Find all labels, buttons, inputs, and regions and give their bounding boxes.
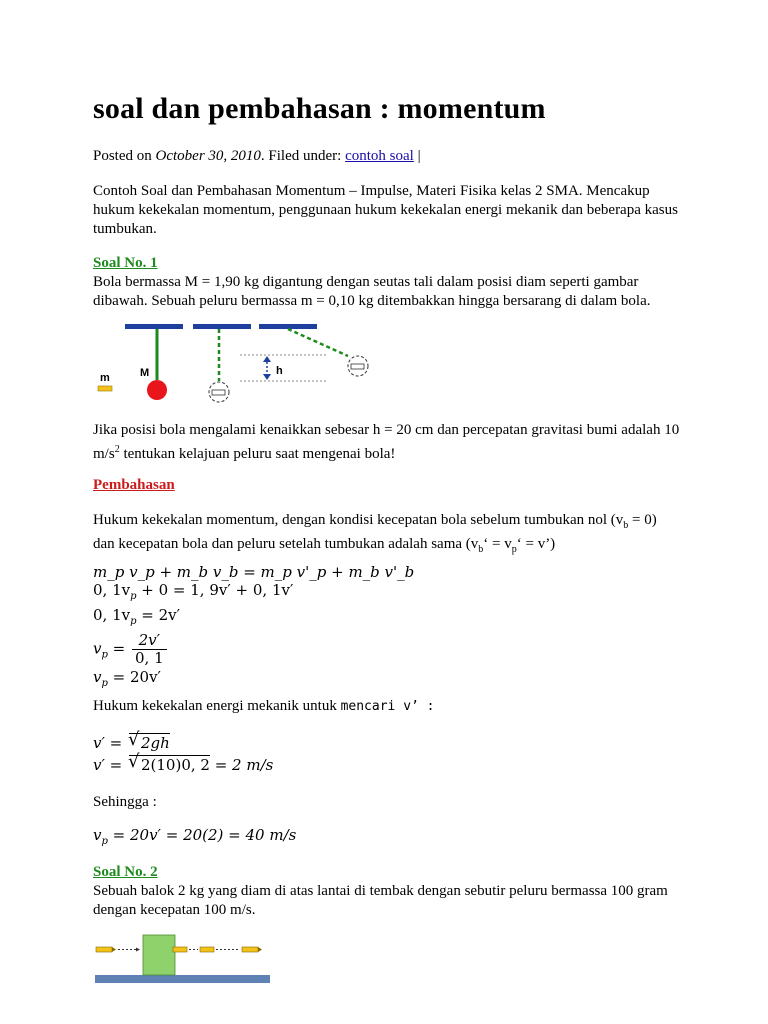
eq5-b: = 20v′ <box>107 668 161 686</box>
eq-line-2: 0, $1v_p + 0 = 1$, 9v′ + 0, 1v′ <box>93 581 294 602</box>
line2-end: ‘ = v’) <box>516 536 556 552</box>
eq-line-1: m_p v_p + m_b v_b = m_p v'_p + m_b v'_b <box>93 563 415 581</box>
explanation-line-2 <box>93 535 693 559</box>
ceiling-bar-2 <box>193 324 251 329</box>
fraction-den: 0, 1 <box>135 649 164 667</box>
soal2-text: Sebuah balok 2 kg yang diam di atas lantai di tembak dengan sebutir peluru bermassa 100 gram dengan kecepatan 100 m/s. <box>93 883 668 918</box>
bullet-2 <box>173 947 187 952</box>
ceiling-bar-3 <box>259 324 317 329</box>
bullet-3 <box>200 947 214 952</box>
pembahasan-heading <box>93 476 175 494</box>
line2-sub2: p <box>511 544 517 555</box>
energy-intro <box>93 697 693 716</box>
floor <box>95 975 270 983</box>
eq-line-5: $v_p = 20v'$ <box>93 668 161 689</box>
label-M: M <box>140 367 150 379</box>
eq2-a: 0, 1v <box>93 581 131 599</box>
eq5-a: v <box>93 668 102 686</box>
bullet-embedded-1 <box>212 390 225 395</box>
bullet-1 <box>96 947 112 952</box>
ceiling-bar-1 <box>125 324 183 329</box>
explanation-line-1 <box>93 511 693 535</box>
line1-sub: b <box>623 520 629 531</box>
energy-eq2-rhs: = 2 m/s <box>209 756 274 774</box>
final-b: = 20v′ = 20(2) = 40 m/s <box>107 826 297 844</box>
line2-sub1: b <box>478 544 484 555</box>
line1-end: = 0) <box>628 512 657 528</box>
final-equation: $v_p = 20v' = 20(2) = 40$ m/s <box>93 826 297 847</box>
fraction-num: 2v′ <box>132 632 167 650</box>
soal1-question <box>93 421 693 464</box>
bullet-4-tip <box>258 947 262 952</box>
line1-text: Hukum kekekalan momentum, dengan kondisi kecepatan bola sebelum tumbukan nol (v <box>93 512 624 528</box>
question-superscript: 2 <box>114 444 120 455</box>
block <box>143 935 175 975</box>
energy-eq-1 <box>93 733 273 752</box>
energy-eq-2 <box>93 755 273 774</box>
question-text: Jika posisi bola mengalami kenaikkan sebesar h = 20 cm dan percepatan gravitasi bumi adalah 10 m/s <box>93 422 680 462</box>
energy-eq2-lhs: v′ = <box>93 756 127 774</box>
sqrt-2gh: √ 2gh <box>129 733 170 752</box>
eq-line-4: $v_p$ = $\frac{2v'}{0, 1}$ <box>93 632 414 667</box>
momentum-equations <box>93 563 414 693</box>
line2-text: dan kecepatan bola dan peluru setelah tumbukan adalah sama (v <box>93 536 479 552</box>
label-m: m <box>100 372 110 384</box>
filed-under-label: . Filed under: <box>260 148 342 164</box>
energy-text-2: mencari v’ : <box>340 699 435 714</box>
meta-separator: | <box>413 148 421 164</box>
energy-eq1-lhs: v′ = <box>93 734 127 752</box>
intro-paragraph: Contoh Soal dan Pembahasan Momentum – Impulse, Materi Fisika kelas 2 SMA. Mencakup hukum kekekalan momentum, penggunaan hukum kekekalan energi mekanik dan beberapa kasus tumbukan. <box>93 183 678 237</box>
block-figure <box>90 928 275 988</box>
page-title: soal dan pembahasan : momentum <box>93 92 546 125</box>
fraction <box>132 632 167 667</box>
bullet-embedded-2 <box>351 364 364 369</box>
bullet-1-tip <box>112 947 116 952</box>
arrow-head <box>136 948 140 952</box>
eq3-a: 0, 1v <box>93 606 131 624</box>
eq4-lhs: v <box>93 639 102 658</box>
bullet-icon <box>98 386 112 391</box>
ball-M <box>147 380 167 400</box>
sehingga-label: Sehingga : <box>93 794 157 810</box>
energy-equations <box>93 733 273 774</box>
eq2-b: + 0 = 1, 9v′ + 0, 1v′ <box>136 581 294 599</box>
soal2-section <box>93 863 693 920</box>
final-a: v <box>93 826 102 844</box>
height-arrow-up <box>263 356 271 362</box>
soal1-heading: Soal No. 1 <box>93 255 158 271</box>
category-link[interactable]: contoh soal <box>345 148 414 164</box>
label-h: h <box>276 365 283 377</box>
question-text-end: tentukan kelajuan peluru saat mengenai bola! <box>119 446 396 462</box>
post-date: October 30, 2010 <box>155 148 261 164</box>
post-meta <box>93 148 421 165</box>
soal2-heading: Soal No. 2 <box>93 864 158 880</box>
eq-line-3: 0, $1v_p = 2v'$ <box>93 606 181 627</box>
pembahasan-label: Pembahasan <box>93 477 175 493</box>
sqrt-value: √ 2(10)0, 2 <box>129 755 210 774</box>
soal1-section <box>93 254 693 311</box>
bullet-4 <box>242 947 258 952</box>
energy-text: Hukum kekekalan energi mekanik untuk <box>93 698 337 714</box>
string-3 <box>288 329 348 356</box>
pendulum-figure <box>90 318 380 410</box>
eq3-b: = 2v′ <box>136 606 181 624</box>
line2-mid: ‘ = v <box>483 536 512 552</box>
momentum-explanation <box>93 511 693 559</box>
soal1-text: Bola bermassa M = 1,90 kg digantung dengan seutas tali dalam posisi diam seperti gambar dibawah. Sebuah peluru bermassa m = 0,10 kg ditembakkan hingga bersarang di dalam bola. <box>93 274 651 309</box>
posted-prefix: Posted on <box>93 148 152 164</box>
height-arrow-down <box>263 374 271 380</box>
